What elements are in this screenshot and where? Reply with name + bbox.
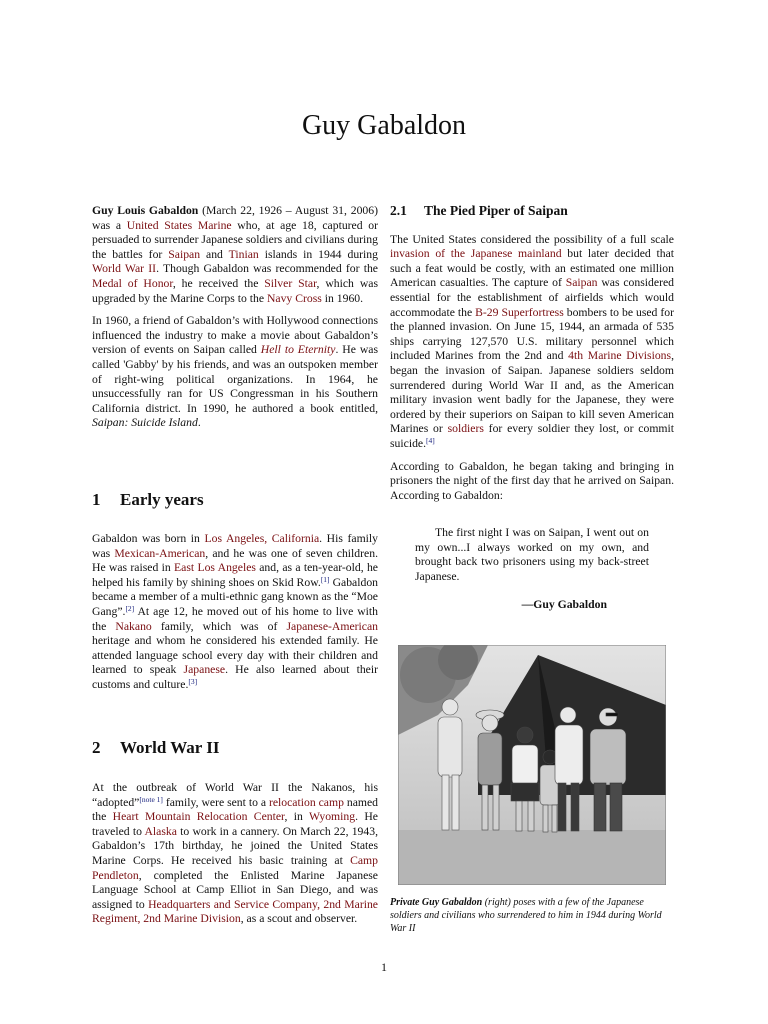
quote-text: The first night I was on Saipan, I went out on my own...I always worked on my own, and brought back two prisoners using my back-street Japanese. (415, 526, 649, 583)
page-title: Guy Gabaldon (301, 110, 467, 141)
link-b29[interactable]: B-29 Superfortress (475, 305, 564, 319)
page-number: 1 (381, 960, 387, 974)
intro-paragraph-2: In 1960, a friend of Gabaldon’s with Hollywood connections influenced the industry to make a movie about Gabaldon’s version of events on Saipan called Hell to Eternity. He was called 'Gabby' by his friends, and was an outspoken member of right-wing political organizations. In 1964, he unsuccessfully ran for US Congressman in his Southern California district. In 1990, he authored a book entitled, Saipan: Suicide Island. (92, 314, 378, 430)
link-wyoming[interactable]: Wyoming (309, 810, 356, 824)
intro-column (92, 204, 378, 439)
ref-1[interactable]: [1] (320, 574, 330, 584)
link-saipan-2[interactable]: Saipan (565, 276, 598, 290)
link-world-war-ii[interactable]: World War II (92, 262, 157, 276)
link-tinian[interactable]: Tinian (228, 247, 259, 261)
section-heading-world-war-ii: 2 World War II (92, 738, 220, 757)
pied-paragraph-1: The United States considered the possibility of a full scale invasion of the Japanese mainland but later decided that such a feat would be costly, with an estimated one million American casualties. The capture of Saipan was considered essential for the establishment of airfields which would accommodate the B-29 Superfortress bombers to be used for the planned invasion. On June 15, 1944, an armada of 535 ships carrying 127,570 U.S. military personnel which included Marines from the 2nd and 4th Marine Divisions, began the invasion of Saipan. Japanese soldiers seldom surrendered during World War II and, as the American military invasion went badly for the Japanese, they were ordered by their superiors on Saipan to kill seven American Marines or soldiers for every soldier they lost, or commit suicide.[4] (390, 232, 674, 450)
link-japanese-american[interactable]: Japanese-American (286, 619, 378, 633)
link-navy-cross[interactable]: Navy Cross (266, 291, 322, 305)
book-title: Saipan: Suicide Island (92, 416, 198, 430)
ref-3[interactable]: [3] (188, 676, 198, 686)
link-hell-to-eternity[interactable]: Hell to Eternity (260, 343, 336, 357)
intro-paragraph-1: Guy Louis Gabaldon (March 22, 1926 – August 31, 2006) was a United States Marine who, at age 18, captured or persuaded to surrender Japanese soldiers and civilians during the battles for Saipan and Tinian islands in 1944 during World War II. Though Gabaldon was recommended for the Medal of Honor, he received the Silver Star, which was upgraded by the Marine Corps to the Navy Cross in 1960. (92, 204, 379, 305)
note-1[interactable]: [note 1] (139, 794, 163, 804)
link-japanese[interactable]: Japanese (183, 663, 226, 677)
ref-4[interactable]: [4] (426, 435, 435, 445)
link-camp-pendleton[interactable]: Camp Pendleton (92, 853, 378, 882)
link-mexican-american[interactable]: Mexican-American (114, 546, 206, 560)
pied-paragraph-2: According to Gabaldon, he began taking and bringing in prisoners the night of the first day that he arrived on Saipan. According to Gabaldon: (390, 459, 674, 502)
historical-photo (398, 645, 666, 885)
link-united-states-marine[interactable]: United States Marine (126, 218, 232, 232)
block-quote (415, 526, 649, 613)
quote-attribution: —Guy Gabaldon (521, 598, 607, 612)
link-invasion-japanese-mainland[interactable]: invasion of the Japanese mainland (390, 247, 562, 261)
photo-illustration (398, 645, 666, 885)
link-relocation-camp[interactable]: relocation camp (268, 795, 344, 809)
world-war-ii-paragraph: At the outbreak of World War II the Nakanos, his “adopted”[note 1] family, were sent to a relocation camp named the Heart Mountain Relocation Center, in Wyoming. He traveled to Alaska to work in a cannery. On March 22, 1943, Gabaldon’s 17th birthday, he joined the United States Marine Corps. He received his basic training at Camp Pendleton, completed the Enlisted Marine Japanese Language School at Camp Elliot in San Diego, and was assigned to Headquarters and Service Company, 2nd Marine Regiment, 2nd Marine Division, as a scout and observer. (92, 781, 378, 926)
link-heart-mountain[interactable]: Heart Mountain Relocation Center (112, 810, 285, 824)
link-los-angeles[interactable]: Los Angeles, California (204, 532, 320, 545)
pied-piper-column (390, 204, 674, 511)
link-saipan[interactable]: Saipan (168, 247, 201, 261)
photo-caption: Private Guy Gabaldon (right) poses with a few of the Japanese soldiers and civilians who surrendered to him in 1944 during World War II (390, 897, 662, 934)
link-4th-marine-divisions[interactable]: 4th Marine Divisions (568, 349, 672, 363)
link-headquarters-company[interactable]: Headquarters and Service Company, 2nd Marine Regiment, 2nd Marine Division (92, 897, 378, 926)
link-nakano[interactable]: Nakano (115, 619, 152, 633)
link-soldiers[interactable]: soldiers (447, 422, 484, 436)
link-alaska[interactable]: Alaska (144, 824, 177, 838)
ref-2[interactable]: [2] (125, 603, 135, 613)
subsection-heading-pied-piper: 2.1 The Pied Piper of Saipan (390, 203, 568, 218)
link-medal-of-honor[interactable]: Medal of Honor (92, 276, 173, 290)
early-years-paragraph: Gabaldon was born in Los Angeles, California. His family was Mexican-American, and he was one of seven children. He was raised in East Los Angeles and, as a ten-year-old, he helped his family by shining shoes on Skid Row.[1] Gabaldon became a member of a multi-ethnic gang known as the “Moe Gang”.[2] At age 12, he moved out of his home to live with the Nakano family, which was of Japanese-American heritage and whom he considered his extended family. He attended language school every day with their children and learned to speak Japanese. He also learned about their customs and culture.[3] (92, 532, 379, 691)
link-east-los-angeles[interactable]: East Los Angeles (174, 561, 256, 575)
subject-name: Guy Louis Gabaldon (92, 204, 199, 217)
section-heading-early-years: 1 Early years (92, 490, 204, 509)
link-silver-star[interactable]: Silver Star (264, 276, 317, 290)
